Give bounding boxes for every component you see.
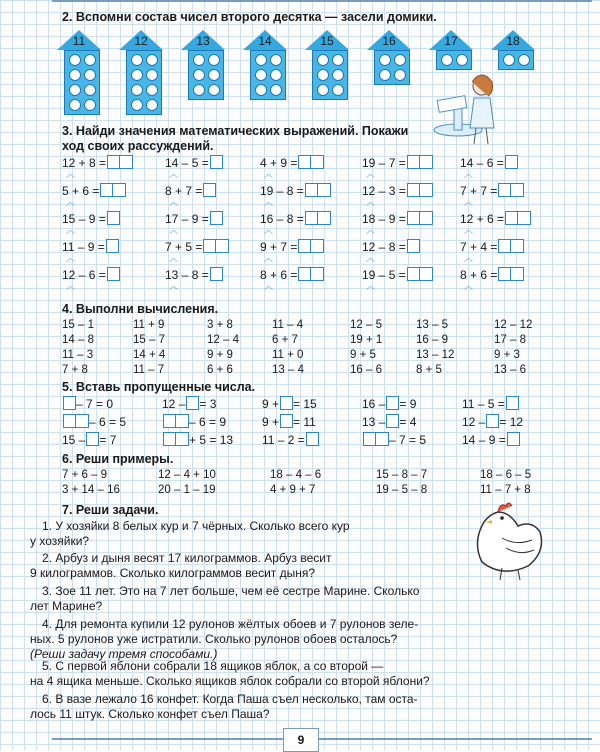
answer-box[interactable] bbox=[407, 155, 433, 169]
equation-left: 12 – bbox=[162, 397, 186, 411]
example-expression: 15 – 8 – 7 bbox=[376, 469, 428, 481]
page-number: 9 bbox=[283, 728, 319, 752]
house-roof bbox=[305, 30, 349, 50]
house-window[interactable] bbox=[131, 54, 143, 66]
house-window[interactable] bbox=[394, 54, 406, 66]
missing-number-box[interactable] bbox=[63, 396, 76, 410]
house-window[interactable] bbox=[456, 54, 468, 66]
answer-box[interactable] bbox=[407, 183, 433, 197]
equation-right: = 7 bbox=[99, 433, 117, 447]
house-window[interactable] bbox=[518, 54, 530, 66]
answer-box[interactable] bbox=[407, 211, 433, 225]
expression-text: 7 + 4 = bbox=[460, 240, 498, 254]
expression-text: 19 – 8 = bbox=[260, 184, 304, 198]
answer-box[interactable] bbox=[107, 155, 133, 169]
house-body bbox=[312, 50, 348, 100]
example-expression: 20 – 1 – 19 bbox=[158, 484, 216, 496]
house-number: 16 bbox=[382, 34, 396, 48]
missing-number-equation bbox=[62, 414, 126, 430]
example-expression: 12 – 4 + 10 bbox=[158, 469, 216, 481]
equation-right: – 6 = 9 bbox=[189, 415, 227, 429]
house-window[interactable] bbox=[84, 99, 96, 111]
answer-box[interactable] bbox=[210, 155, 223, 169]
house bbox=[430, 30, 472, 70]
house-window[interactable] bbox=[84, 54, 96, 66]
house bbox=[58, 30, 100, 115]
calc-expression: 9 + 5 bbox=[350, 349, 376, 361]
house-window[interactable] bbox=[394, 69, 406, 81]
hint-caret-icon: ︿ bbox=[464, 253, 474, 263]
missing-number-equation bbox=[62, 432, 116, 448]
answer-box[interactable] bbox=[210, 267, 223, 281]
example-expression: 18 – 4 – 6 bbox=[270, 469, 322, 481]
equation-left: 16 – bbox=[362, 397, 386, 411]
word-problem-line: лось 11 штук. Сколько конфет съел Паша? bbox=[30, 707, 270, 721]
calc-expression: 15 – 7 bbox=[133, 334, 165, 346]
expression-text: 8 + 6 = bbox=[460, 268, 498, 282]
missing-number-box[interactable] bbox=[163, 414, 189, 428]
expression-text: 18 – 9 = bbox=[362, 212, 406, 226]
equation-left: 11 – 2 = bbox=[262, 433, 305, 447]
hint-caret-icon: ︿ bbox=[264, 281, 274, 291]
house bbox=[306, 30, 348, 100]
answer-box[interactable] bbox=[407, 239, 420, 253]
calc-expression: 13 – 4 bbox=[272, 364, 304, 376]
word-problem-line: 3. Зое 11 лет. Это на 7 лет больше, чем её сестре Марине. Сколько bbox=[42, 584, 420, 598]
answer-box[interactable] bbox=[210, 211, 223, 225]
word-problem-line: 2. Арбуз и дыня весят 17 килограммов. Арбуз весит bbox=[42, 551, 332, 565]
expression-text: 7 + 5 = bbox=[165, 240, 203, 254]
house-window[interactable] bbox=[84, 84, 96, 96]
missing-number-equation bbox=[462, 414, 523, 430]
expression-text: 17 – 9 = bbox=[165, 212, 209, 226]
house-body bbox=[64, 50, 100, 115]
section-3-heading bbox=[62, 124, 408, 138]
hint-caret-icon: ︿ bbox=[169, 281, 179, 291]
calc-expression: 12 – 5 bbox=[350, 319, 382, 331]
section-number: 5. bbox=[62, 380, 73, 394]
example-expression: 7 + 6 – 9 bbox=[62, 469, 108, 481]
calc-expression: 13 – 6 bbox=[494, 364, 526, 376]
house-window[interactable] bbox=[317, 84, 329, 96]
house-window[interactable] bbox=[441, 54, 453, 66]
hint-caret-icon: ︿ bbox=[264, 253, 274, 263]
answer-box[interactable] bbox=[498, 183, 524, 197]
word-problem bbox=[30, 617, 525, 662]
equation-right: – 7 = 0 bbox=[76, 397, 114, 411]
equation-left: 13 – bbox=[362, 415, 386, 429]
missing-number-equation bbox=[262, 396, 317, 412]
answer-box[interactable] bbox=[100, 183, 126, 197]
house-window[interactable] bbox=[208, 69, 220, 81]
missing-number-equation bbox=[362, 432, 426, 448]
section-2-heading bbox=[62, 10, 437, 24]
missing-number-equation bbox=[162, 414, 226, 430]
word-problem-line: 5. С первой яблони собрали 18 ящиков яблок, а со второй — bbox=[42, 659, 384, 673]
house-window[interactable] bbox=[332, 54, 344, 66]
expression-text: 9 + 7 = bbox=[260, 240, 298, 254]
missing-number-box[interactable] bbox=[63, 414, 89, 428]
missing-number-equation bbox=[362, 414, 416, 430]
house-number: 15 bbox=[320, 34, 334, 48]
house-window[interactable] bbox=[379, 54, 391, 66]
expression-text: 19 – 7 = bbox=[362, 156, 406, 170]
word-problem-note: (Реши задачу тремя способами.) bbox=[30, 647, 218, 661]
hint-caret-icon: ︿ bbox=[169, 225, 179, 235]
hint-caret-icon: ︿ bbox=[464, 169, 474, 179]
missing-number-box[interactable] bbox=[186, 396, 199, 410]
hint-caret-icon: ︿ bbox=[464, 281, 474, 291]
hint-caret-icon: ︿ bbox=[464, 197, 474, 207]
answer-box[interactable] bbox=[498, 239, 524, 253]
hint-caret-icon: ︿ bbox=[66, 197, 76, 207]
section-number: 4. bbox=[62, 302, 73, 316]
house-window[interactable] bbox=[270, 69, 282, 81]
house-roof bbox=[367, 30, 411, 50]
expression-text: 19 – 5 = bbox=[362, 268, 406, 282]
equation-right: = 11 bbox=[293, 415, 316, 429]
answer-box[interactable] bbox=[298, 267, 324, 281]
missing-number-equation bbox=[62, 396, 113, 412]
calc-expression: 11 + 9 bbox=[133, 319, 165, 331]
word-problem-line bbox=[30, 632, 525, 647]
equation-right: = 4 bbox=[399, 415, 417, 429]
house-roof bbox=[57, 30, 101, 50]
calc-expression: 16 – 9 bbox=[416, 334, 448, 346]
missing-number-equation bbox=[262, 432, 319, 448]
answer-box[interactable] bbox=[107, 267, 120, 281]
section-number: 7. bbox=[62, 503, 73, 517]
hint-caret-icon: ︿ bbox=[169, 197, 179, 207]
house-window[interactable] bbox=[193, 84, 205, 96]
equation-left: 12 – bbox=[462, 415, 486, 429]
word-problem-line: у хозяйки? bbox=[30, 534, 90, 548]
equation-left: 11 – 5 = bbox=[462, 397, 505, 411]
example-expression: 3 + 14 – 16 bbox=[62, 484, 120, 496]
missing-number-box[interactable] bbox=[386, 414, 399, 428]
hint-caret-icon: ︿ bbox=[66, 169, 76, 179]
hint-caret-icon: ︿ bbox=[66, 253, 76, 263]
section-number: 2. bbox=[62, 10, 73, 24]
house-window[interactable] bbox=[131, 69, 143, 81]
house-window[interactable] bbox=[317, 54, 329, 66]
calc-expression: 7 + 8 bbox=[62, 364, 88, 376]
answer-box[interactable] bbox=[305, 211, 331, 225]
missing-number-box[interactable] bbox=[306, 432, 319, 446]
hint-caret-icon: ︿ bbox=[366, 253, 376, 263]
top-border bbox=[52, 0, 592, 10]
equation-right: – 6 = 5 bbox=[89, 415, 127, 429]
calc-expression: 3 + 8 bbox=[207, 319, 233, 331]
answer-box[interactable] bbox=[505, 211, 531, 225]
word-problem bbox=[30, 519, 480, 549]
expression-text: 12 – 3 = bbox=[362, 184, 406, 198]
missing-number-box[interactable] bbox=[86, 432, 99, 446]
missing-number-box[interactable] bbox=[280, 396, 293, 410]
hint-caret-icon: ︿ bbox=[366, 169, 376, 179]
word-problem bbox=[30, 692, 525, 722]
expression-text: 8 + 6 = bbox=[260, 268, 298, 282]
answer-box[interactable] bbox=[106, 239, 119, 253]
equation-left: 9 + bbox=[262, 397, 280, 411]
example-expression: 18 – 6 – 5 bbox=[480, 469, 532, 481]
calc-expression: 15 – 1 bbox=[62, 319, 94, 331]
expression-text: 7 + 7 = bbox=[460, 184, 498, 198]
house-window[interactable] bbox=[270, 84, 282, 96]
hint-caret-icon: ︿ bbox=[366, 281, 376, 291]
missing-number-equation bbox=[462, 396, 519, 412]
house-body bbox=[250, 50, 286, 100]
house-window[interactable] bbox=[146, 69, 158, 81]
equation-right: = 12 bbox=[499, 415, 524, 429]
equation-left: 15 – bbox=[62, 433, 86, 447]
hint-caret-icon: ︿ bbox=[169, 253, 179, 263]
house-window[interactable] bbox=[69, 84, 81, 96]
house bbox=[492, 30, 534, 70]
expression-text: 4 + 9 = bbox=[260, 156, 298, 170]
word-problem bbox=[30, 584, 525, 614]
house-number: 11 bbox=[72, 34, 86, 48]
missing-number-equation bbox=[362, 396, 416, 412]
word-problem-line: 9 килограммов. Сколько килограммов весит дыня? bbox=[30, 566, 316, 580]
expression-text: 14 – 6 = bbox=[460, 156, 504, 170]
word-problem-line: лет Марине? bbox=[30, 599, 103, 613]
word-problem-line-text: ных. 5 рулонов уже истратили. Сколько рулонов обоев осталось? bbox=[30, 632, 398, 646]
calc-expression: 8 + 5 bbox=[416, 364, 442, 376]
calc-expression: 6 + 7 bbox=[272, 334, 298, 346]
expression-text: 8 + 7 = bbox=[165, 184, 203, 198]
house bbox=[368, 30, 410, 85]
hint-caret-icon: ︿ bbox=[366, 225, 376, 235]
house-window[interactable] bbox=[379, 69, 391, 81]
house-window[interactable] bbox=[69, 54, 81, 66]
section-6-heading bbox=[62, 452, 173, 466]
girl-illustration bbox=[428, 68, 508, 148]
house-body bbox=[374, 50, 410, 85]
section-number: 3. bbox=[62, 124, 73, 138]
house-window[interactable] bbox=[146, 84, 158, 96]
house-window[interactable] bbox=[317, 69, 329, 81]
house-window[interactable] bbox=[255, 54, 267, 66]
answer-box[interactable] bbox=[107, 211, 120, 225]
equation-left: 9 + bbox=[262, 415, 280, 429]
calc-expression: 19 + 1 bbox=[350, 334, 383, 346]
answer-box[interactable] bbox=[298, 239, 324, 253]
house-body bbox=[436, 50, 472, 70]
answer-box[interactable] bbox=[498, 267, 524, 281]
word-problem bbox=[30, 659, 525, 689]
missing-number-box[interactable] bbox=[386, 396, 399, 410]
answer-box[interactable] bbox=[407, 267, 433, 281]
expression-text: 14 – 5 = bbox=[165, 156, 209, 170]
house-roof bbox=[491, 30, 535, 50]
answer-box[interactable] bbox=[505, 155, 518, 169]
answer-box[interactable] bbox=[203, 183, 216, 197]
expression-text: 12 + 8 = bbox=[62, 156, 107, 170]
house-window[interactable] bbox=[146, 54, 158, 66]
house-window[interactable] bbox=[146, 99, 158, 111]
expression-text: 12 + 6 = bbox=[460, 212, 505, 226]
example-expression: 19 – 5 – 8 bbox=[376, 484, 428, 496]
expression-text: 12 – 8 = bbox=[362, 240, 406, 254]
house-window[interactable] bbox=[270, 54, 282, 66]
house bbox=[120, 30, 162, 115]
house-window[interactable] bbox=[69, 69, 81, 81]
calc-expression: 9 + 3 bbox=[494, 349, 520, 361]
section-title: Вспомни состав чисел второго десятка — засели домики. bbox=[75, 10, 437, 24]
calc-expression: 13 – 5 bbox=[416, 319, 448, 331]
missing-number-equation bbox=[462, 432, 520, 448]
equation-right: = 9 bbox=[399, 397, 417, 411]
word-problem-line: 4. Для ремонта купили 12 рулонов жёлтых обоев и 7 рулонов зеле- bbox=[42, 617, 419, 631]
missing-number-equation bbox=[262, 414, 316, 430]
word-problem bbox=[30, 551, 480, 581]
section-7-heading bbox=[62, 503, 158, 517]
expression-text: 13 – 8 = bbox=[165, 268, 209, 282]
house-window[interactable] bbox=[332, 69, 344, 81]
answer-box[interactable] bbox=[203, 239, 229, 253]
house-window[interactable] bbox=[255, 84, 267, 96]
word-problem-line: 6. В вазе лежало 16 конфет. Когда Паша съел несколько, там оста- bbox=[42, 692, 418, 706]
missing-number-equation bbox=[162, 396, 216, 412]
expression-text: 11 – 9 = bbox=[62, 240, 105, 254]
house-window[interactable] bbox=[84, 69, 96, 81]
house bbox=[182, 30, 224, 100]
answer-box[interactable] bbox=[298, 155, 324, 169]
section-number: 6. bbox=[62, 452, 73, 466]
house-window[interactable] bbox=[503, 54, 515, 66]
house-roof bbox=[119, 30, 163, 50]
calc-expression: 9 + 9 bbox=[207, 349, 233, 361]
hint-caret-icon: ︿ bbox=[169, 169, 179, 179]
house-roof bbox=[243, 30, 287, 50]
house-window[interactable] bbox=[69, 99, 81, 111]
missing-number-box[interactable] bbox=[486, 414, 499, 428]
equation-right: – 7 = 5 bbox=[389, 433, 427, 447]
house-roof bbox=[181, 30, 225, 50]
section-5-heading bbox=[62, 380, 255, 394]
expression-text: 15 – 9 = bbox=[62, 212, 106, 226]
house-number: 14 bbox=[258, 34, 272, 48]
missing-number-box[interactable] bbox=[506, 396, 519, 410]
section-3-heading-line2: ход своих рассуждений. bbox=[62, 139, 214, 153]
calc-expression: 6 + 6 bbox=[207, 364, 233, 376]
hint-caret-icon: ︿ bbox=[264, 197, 274, 207]
equation-right: = 3 bbox=[199, 397, 217, 411]
house-window[interactable] bbox=[193, 54, 205, 66]
house-window[interactable] bbox=[332, 84, 344, 96]
house-window[interactable] bbox=[208, 54, 220, 66]
calc-expression: 11 – 7 bbox=[133, 364, 165, 376]
calc-expression: 11 – 4 bbox=[272, 319, 304, 331]
section-4-heading bbox=[62, 302, 218, 316]
house-window[interactable] bbox=[131, 84, 143, 96]
house bbox=[244, 30, 286, 100]
example-expression: 4 + 9 + 7 bbox=[270, 484, 316, 496]
hint-caret-icon: ︿ bbox=[464, 225, 474, 235]
missing-number-box[interactable] bbox=[363, 432, 389, 446]
calc-expression: 11 + 0 bbox=[272, 349, 304, 361]
house-window[interactable] bbox=[131, 99, 143, 111]
expression-text: 5 + 6 = bbox=[62, 184, 100, 198]
hint-caret-icon: ︿ bbox=[66, 225, 76, 235]
house-body bbox=[126, 50, 162, 115]
calc-expression: 16 – 6 bbox=[350, 364, 382, 376]
example-expression: 11 – 7 + 8 bbox=[480, 484, 531, 496]
calc-expression: 12 – 12 bbox=[494, 319, 533, 331]
house-number: 13 bbox=[196, 34, 210, 48]
house-window[interactable] bbox=[208, 84, 220, 96]
calc-expression: 17 – 8 bbox=[494, 334, 526, 346]
section-title: Найди значения математических выражений. Покажи bbox=[75, 124, 409, 138]
missing-number-equation bbox=[162, 432, 233, 448]
house-number: 17 bbox=[444, 34, 458, 48]
hint-caret-icon: ︿ bbox=[264, 169, 274, 179]
equation-right: + 5 = 13 bbox=[189, 433, 234, 447]
house-body bbox=[188, 50, 224, 100]
missing-number-box[interactable] bbox=[507, 432, 520, 446]
house-window[interactable] bbox=[255, 69, 267, 81]
section-title: Реши задачи. bbox=[75, 503, 159, 517]
calc-expression: 11 – 3 bbox=[62, 349, 94, 361]
section-title: Вставь пропущенные числа. bbox=[75, 380, 256, 394]
word-problem-line: 1. У хозяйки 8 белых кур и 7 чёрных. Сколько всего кур bbox=[42, 519, 350, 533]
house-roof bbox=[429, 30, 473, 50]
house-number: 12 bbox=[134, 34, 148, 48]
calc-expression: 12 – 4 bbox=[207, 334, 239, 346]
expression-text: 12 – 6 = bbox=[62, 268, 106, 282]
missing-number-box[interactable] bbox=[280, 414, 293, 428]
hint-caret-icon: ︿ bbox=[366, 197, 376, 207]
section-title: Реши примеры. bbox=[75, 452, 174, 466]
bottom-border bbox=[52, 738, 592, 740]
equation-right: = 15 bbox=[293, 397, 317, 411]
section-title: Выполни вычисления. bbox=[75, 302, 219, 316]
answer-box[interactable] bbox=[305, 183, 331, 197]
house-body bbox=[498, 50, 534, 70]
equation-left: 14 – 9 = bbox=[462, 433, 506, 447]
missing-number-box[interactable] bbox=[163, 432, 189, 446]
hint-caret-icon: ︿ bbox=[66, 281, 76, 291]
calc-expression: 14 + 4 bbox=[133, 349, 166, 361]
house-number: 18 bbox=[506, 34, 520, 48]
hint-caret-icon: ︿ bbox=[264, 225, 274, 235]
calc-expression: 13 – 12 bbox=[416, 349, 455, 361]
calc-expression: 14 – 8 bbox=[62, 334, 94, 346]
expression-text: 16 – 8 = bbox=[260, 212, 304, 226]
word-problem-line: на 4 ящика меньше. Сколько ящиков яблок собрали со второй яблони? bbox=[30, 674, 430, 688]
house-window[interactable] bbox=[193, 69, 205, 81]
